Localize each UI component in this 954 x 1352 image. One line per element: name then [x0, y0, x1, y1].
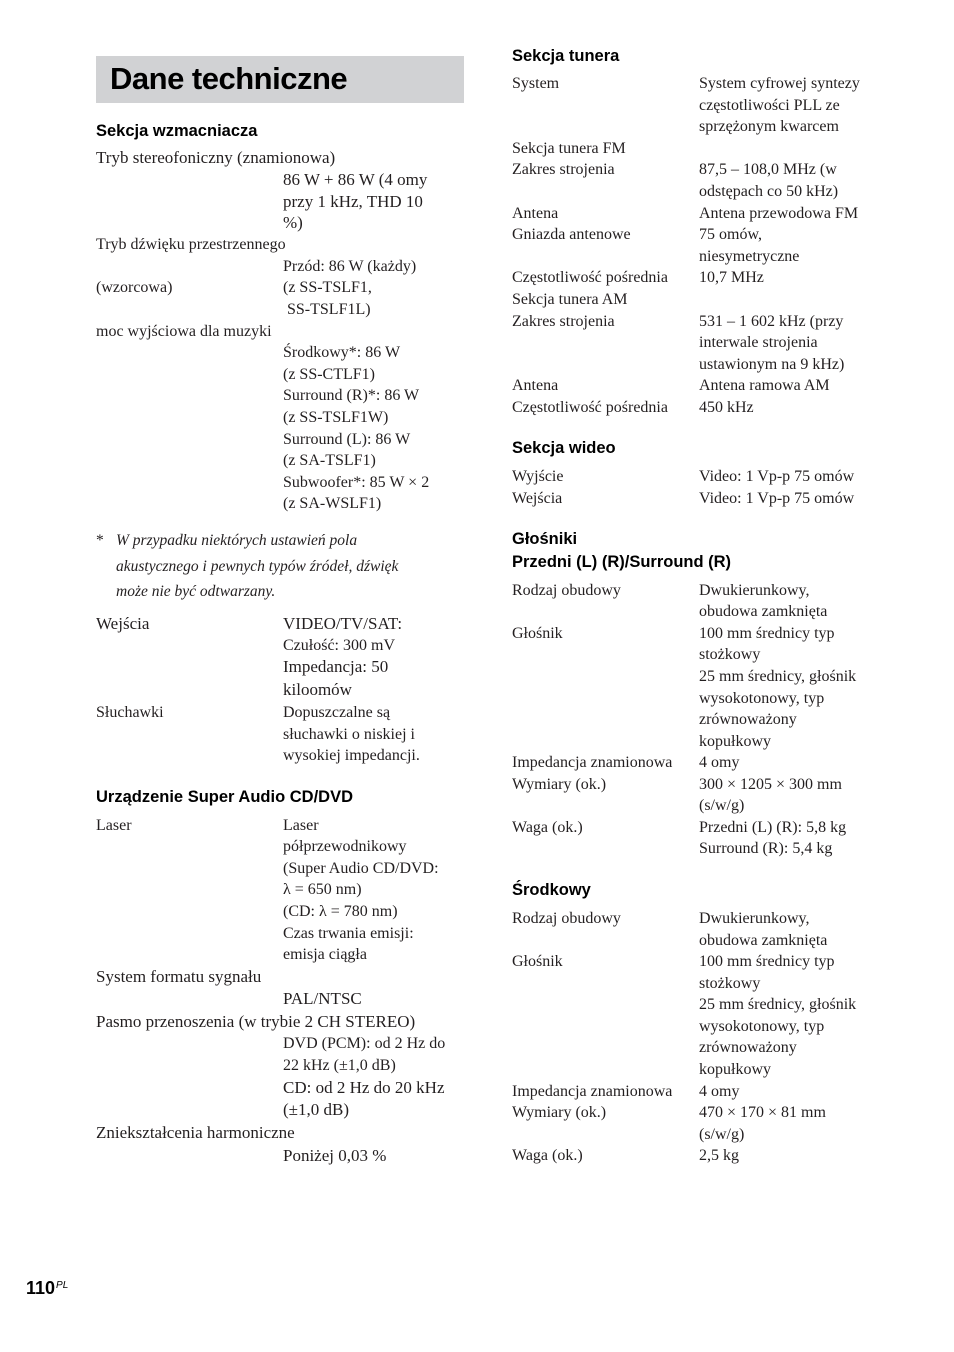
spec-value: Subwoofer*: 85 W × 2: [283, 474, 430, 491]
spec-label: Częstotliwość pośrednia: [512, 269, 668, 286]
spec-value: Antena przewodowa FM: [699, 205, 859, 222]
subsection-label: Sekcja tunera FM: [512, 140, 626, 157]
spec-value: stożkowy: [699, 975, 761, 992]
spec-value: DVD (PCM): od 2 Hz do: [283, 1035, 446, 1052]
title-bar: [96, 56, 464, 103]
spec-value: częstotliwości PLL ze: [699, 97, 840, 114]
page-number: [26, 1278, 67, 1299]
spec-label: Wymiary (ok.): [512, 776, 607, 793]
spec-label: Rodzaj obudowy: [512, 910, 621, 927]
spec-value: kopułkowy: [699, 1061, 771, 1078]
spec-value: sprzężonym kwarcem: [699, 118, 839, 135]
spec-value: 100 mm średnicy typ: [699, 625, 835, 642]
spec-label: Słuchawki: [96, 704, 164, 721]
spec-value: Surround (R)*: 86 W: [283, 387, 420, 404]
spec-value: 4 omy: [699, 754, 740, 771]
spec-value: interwale strojenia: [699, 334, 818, 351]
spec-value: Dwukierunkowy,: [699, 582, 810, 599]
section-heading-speakers: Głośniki: [512, 530, 578, 548]
section-heading-center: Środkowy: [512, 881, 591, 899]
spec-label: Zakres strojenia: [512, 161, 615, 178]
spec-value: odstępach co 50 kHz): [699, 183, 839, 200]
spec-value: Laser: [283, 817, 319, 834]
spec-label: Antena: [512, 377, 559, 394]
spec-value: (CD: λ = 780 nm): [283, 903, 398, 920]
spec-value: (z SS-TSLF1,: [283, 279, 372, 296]
footnote-text: W przypadku niektórych ustawień pola: [116, 532, 358, 549]
spec-label: moc wyjściowa dla muzyki: [96, 323, 272, 340]
spec-label: Głośnik: [512, 953, 563, 970]
spec-value: kiloomów: [283, 680, 352, 699]
spec-label: Antena: [512, 205, 559, 222]
spec-value: 300 × 1205 × 300 mm: [699, 776, 842, 793]
spec-value: 25 mm średnicy, głośnik: [699, 668, 857, 685]
spec-value: (z SS-CTLF1): [283, 366, 375, 383]
spec-value: (s/w/g): [699, 797, 745, 814]
spec-value: (z SA-TSLF1): [283, 452, 376, 469]
spec-value: Video: 1 Vp-p 75 omów: [699, 468, 855, 485]
spec-label: Impedancja znamionowa: [512, 754, 673, 771]
spec-label: Zniekształcenia harmoniczne: [96, 1123, 295, 1142]
spec-value: (s/w/g): [699, 1126, 745, 1143]
spec-value: Czas trwania emisji:: [283, 925, 414, 942]
spec-value: zrównoważony: [699, 711, 797, 728]
spec-label: Wejścia: [96, 614, 150, 633]
section-heading-video: Sekcja wideo: [512, 439, 616, 457]
spec-label: Rodzaj obudowy: [512, 582, 621, 599]
spec-value: (Super Audio CD/DVD:: [283, 860, 439, 877]
spec-value: (z SS-TSLF1W): [283, 409, 389, 426]
spec-label: Wejścia: [512, 490, 563, 507]
spec-value: 531 – 1 602 kHz (przy: [699, 313, 844, 330]
spec-value: 25 mm średnicy, głośnik: [699, 996, 857, 1013]
spec-value: %): [283, 213, 303, 232]
footnote-text: może nie być odtwarzany.: [116, 583, 276, 600]
spec-value: półprzewodnikowy: [283, 838, 407, 855]
spec-label: System: [512, 75, 560, 92]
spec-value: wysokotonowy, typ: [699, 690, 825, 707]
subsection-heading-front-surround: Przedni (L) (R)/Surround (R): [512, 553, 732, 571]
spec-value: 2,5 kg: [699, 1147, 739, 1164]
spec-value: Surround (L): 86 W: [283, 431, 411, 448]
spec-value: ustawionym na 9 kHz): [699, 356, 845, 373]
spec-value: 75 omów,: [699, 226, 762, 243]
spec-value: Impedancja: 50: [283, 657, 389, 676]
spec-value: Antena ramowa AM: [699, 377, 830, 394]
page-title: Dane techniczne: [110, 61, 348, 96]
spec-label: Waga (ok.): [512, 819, 583, 836]
spec-label: Wymiary (ok.): [512, 1104, 607, 1121]
spec-label: (wzorcowa): [96, 279, 173, 296]
spec-value: Przedni (L) (R): 5,8 kg: [699, 819, 847, 836]
spec-value: Video: 1 Vp-p 75 omów: [699, 490, 855, 507]
spec-value: 10,7 MHz: [699, 269, 764, 286]
spec-label: Wyjście: [512, 468, 564, 485]
spec-value: emisja ciągła: [283, 946, 367, 963]
spec-label: Laser: [96, 817, 132, 834]
spec-value: niesymetryczne: [699, 248, 800, 265]
spec-value: (z SA-WSLF1): [283, 495, 382, 512]
spec-value: Środkowy*: 86 W: [283, 344, 401, 361]
spec-value: λ = 650 nm): [283, 881, 362, 898]
spec-value: Dopuszczalne są: [283, 704, 391, 721]
spec-value: 22 kHz (±1,0 dB): [283, 1057, 396, 1074]
spec-value: stożkowy: [699, 646, 761, 663]
spec-value: CD: od 2 Hz do 20 kHz: [283, 1078, 445, 1097]
spec-value: Czułość: 300 mV: [283, 637, 395, 654]
spec-value: przy 1 kHz, THD 10: [283, 192, 423, 211]
spec-value: Przód: 86 W (każdy): [283, 258, 417, 275]
spec-value: 470 × 170 × 81 mm: [699, 1104, 826, 1121]
page-number-suffix: PL: [56, 1280, 69, 1291]
spec-value: 86 W + 86 W (4 omy: [283, 170, 428, 189]
spec-value: kopułkowy: [699, 733, 771, 750]
spec-label: Głośnik: [512, 625, 563, 642]
spec-value: 4 omy: [699, 1083, 740, 1100]
spec-label: Zakres strojenia: [512, 313, 615, 330]
section-heading-cd-dvd: Urządzenie Super Audio CD/DVD: [96, 788, 353, 806]
spec-label: Tryb dźwięku przestrzennego: [96, 236, 286, 253]
spec-value: 100 mm średnicy typ: [699, 953, 835, 970]
spec-label: Gniazda antenowe: [512, 226, 631, 243]
spec-label: Waga (ok.): [512, 1147, 583, 1164]
spec-value: obudowa zamknięta: [699, 932, 828, 949]
section-heading-amplifier: Sekcja wzmacniacza: [96, 122, 258, 140]
subsection-label: Sekcja tunera AM: [512, 291, 628, 308]
spec-value: wysokotonowy, typ: [699, 1018, 825, 1035]
spec-value: wysokiej impedancji.: [283, 747, 420, 764]
page-number-value: 110: [26, 1278, 56, 1298]
footnote-text: akustycznego i pewnych typów źródeł, dźwięk: [116, 558, 399, 575]
spec-value: słuchawki o niskiej i: [283, 726, 415, 743]
spec-value: System cyfrowej syntezy: [699, 75, 860, 92]
spec-label: Częstotliwość pośrednia: [512, 399, 668, 416]
spec-label: Tryb stereofoniczny (znamionowa): [96, 148, 336, 167]
spec-value: Poniżej 0,03 %: [283, 1146, 387, 1165]
spec-value: zrównoważony: [699, 1039, 797, 1056]
spec-label: System formatu sygnału: [96, 967, 262, 986]
spec-value: 87,5 – 108,0 MHz (w: [699, 161, 837, 178]
spec-value: (±1,0 dB): [283, 1100, 349, 1119]
spec-value: Dwukierunkowy,: [699, 910, 810, 927]
spec-value: obudowa zamknięta: [699, 603, 828, 620]
spec-label: Impedancja znamionowa: [512, 1083, 673, 1100]
spec-label: Pasmo przenoszenia (w trybie 2 CH STEREO): [96, 1012, 416, 1031]
footnote-mark: *: [96, 532, 104, 549]
spec-value: SS-TSLF1L): [287, 301, 371, 318]
spec-value: 450 kHz: [699, 399, 754, 416]
spec-value: PAL/NTSC: [283, 989, 362, 1008]
spec-value: VIDEO/TV/SAT:: [283, 614, 403, 633]
section-heading-tuner: Sekcja tunera: [512, 47, 620, 65]
spec-value: Surround (R): 5,4 kg: [699, 840, 833, 857]
